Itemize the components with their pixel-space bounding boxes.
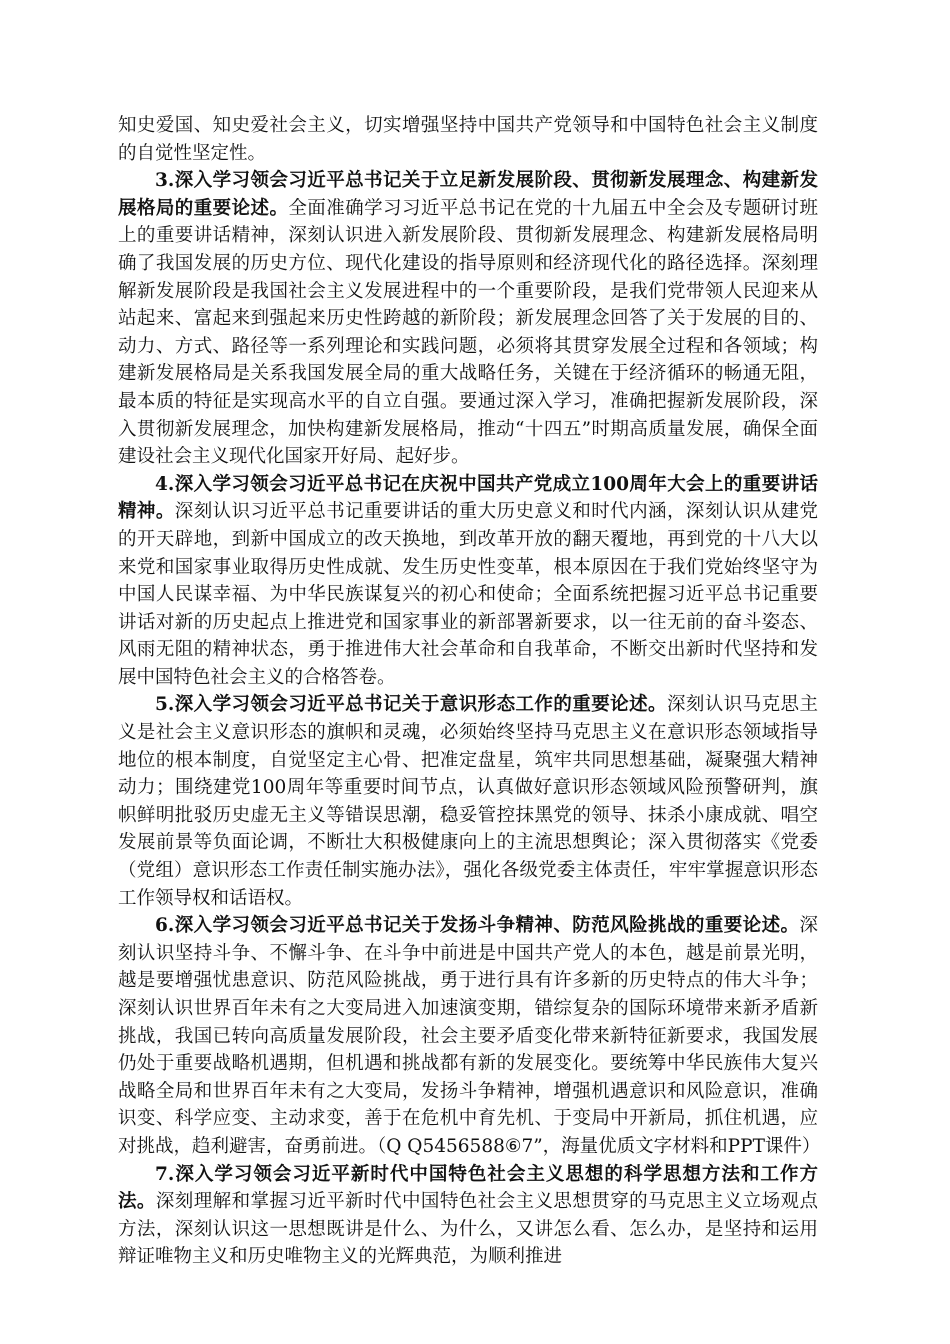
paragraph-body: 深刻认识坚持斗争、不懈斗争、在斗争中前进是中国共产党人的本色，越是前景光明，越是要增强忧患意识、防范风险挑战，勇于进行具有许多新的历史特点的伟大斗争；深刻认识世界百年未有之大变局进入加速演变期，错综复杂的国际环境带来新矛盾新挑战，我国已转向高质量发展阶段，社会主要矛盾变化带来新特征新要求，我国发展仍处于重要战略机遇期，但机遇和挑战都有新的发展变化。要统筹中华民族伟大复兴战略全局和世界百年未有之大变局，发扬斗争精神，增强机遇意识和风险意识，准确识变、科学应变、主动求变，善于在危机中育先机、于变局中开新局，抓住机遇，应对挑战，趋利避害，奋勇前进。（Q Q5456588⑥7”，海量优质文字材料和PPT课件） (118, 915, 821, 1157)
paragraph-body: 深刻理解和掌握习近平新时代中国特色社会主义思想贯穿的马克思主义立场观点方法，深刻认识这一思想既讲是什么、为什么，又讲怎么看、怎么办，是坚持和运用辩证唯物主义和历史唯物主义的光辉典范，为顺利推进 (118, 1191, 818, 1268)
paragraph-body: 深刻认识习近平总书记重要讲话的重大历史意义和时代内涵，深刻认识从建党的开天辟地，到新中国成立的改天换地，到改革开放的翻天覆地，再到党的十八大以来党和国家事业取得历史性成就、发生历史性变革，根本原因在于我们党始终坚守为中国人民谋幸福、为中华民族谋复兴的初心和使命；全面系统把握习近平总书记重要讲话对新的历史起点上推进党和国家事业的新部署新要求，以一往无前的奋斗姿态、风雨无阻的精神状态，勇于推进伟大社会革命和自我革命，不断交出新时代坚持和发展中国特色社会主义的合格答卷。 (118, 501, 818, 688)
paragraph-heading: 7.深入学习领会习近平新时代中国特色社会主义思想的科学思想方法和工作方法。 (118, 1163, 818, 1213)
paragraph-item-5 (118, 691, 818, 912)
paragraph-body: 全面准确学习习近平总书记在党的十九届五中全会及专题研讨班上的重要讲话精神，深刻认识进入新发展阶段、贯彻新发展理念、构建新发展格局明确了我国发展的历史方位、现代化建设的指导原则和经济现代化的路径选择。深刻理解新发展阶段是我国社会主义发展进程中的一个重要阶段，是我们党带领人民迎来从站起来、富起来到强起来历史性跨越的新阶段；新发展理念回答了关于发展的目的、动力、方式、路径等一系列理论和实践问题，必须将其贯穿发展全过程和各领域；构建新发展格局是关系我国发展全局的重大战略任务，关键在于经济循环的畅通无阻，最本质的特征是实现高水平的自立自强。要通过深入学习，准确把握新发展阶段，深入贯彻新发展理念，加快构建新发展格局，推动“十四五”时期高质量发展，确保全面建设社会主义现代化国家开好局、起好步。 (118, 197, 818, 468)
paragraph-body: 知史爱国、知史爱社会主义，切实增强坚持中国共产党领导和中国特色社会主义制度的自觉性坚定性。 (118, 115, 818, 164)
document-page (118, 112, 821, 1271)
paragraph-item-3 (118, 167, 818, 471)
paragraph-heading: 5.深入学习领会习近平总书记关于意识形态工作的重要论述。 (155, 694, 667, 716)
paragraph-item-4 (118, 471, 818, 692)
paragraph-heading: 3.深入学习领会习近平总书记关于立足新发展阶段、贯彻新发展理念、构建新发展格局的重要论述。 (118, 170, 818, 219)
paragraph-item-6 (118, 912, 821, 1160)
paragraph-item-7 (118, 1161, 818, 1271)
paragraph-continuation (118, 112, 818, 167)
paragraph-heading: 4.深入学习领会习近平总书记在庆祝中国共产党成立100周年大会上的重要讲话精神。 (118, 473, 818, 523)
paragraph-heading: 6.深入学习领会习近平总书记关于发扬斗争精神、防范风险挑战的重要论述。 (155, 915, 800, 937)
paragraph-body: 深刻认识马克思主义是社会主义意识形态的旗帜和灵魂，必须始终坚持马克思主义在意识形态领域指导地位的根本制度，自觉坚定主心骨、把准定盘星，筑牢共同思想基础，凝聚强大精神动力；围绕建党100周年等重要时间节点，认真做好意识形态领域风险预警研判，旗帜鲜明批驳历史虚无主义等错误思潮，稳妥管控抹黑党的领导、抹杀小康成就、唱空发展前景等负面论调，不断壮大积极健康向上的主流思想舆论；深入贯彻落实《党委（党组）意识形态工作责任制实施办法》，强化各级党委主体责任，牢牢掌握意识形态工作领导权和话语权。 (118, 694, 818, 909)
